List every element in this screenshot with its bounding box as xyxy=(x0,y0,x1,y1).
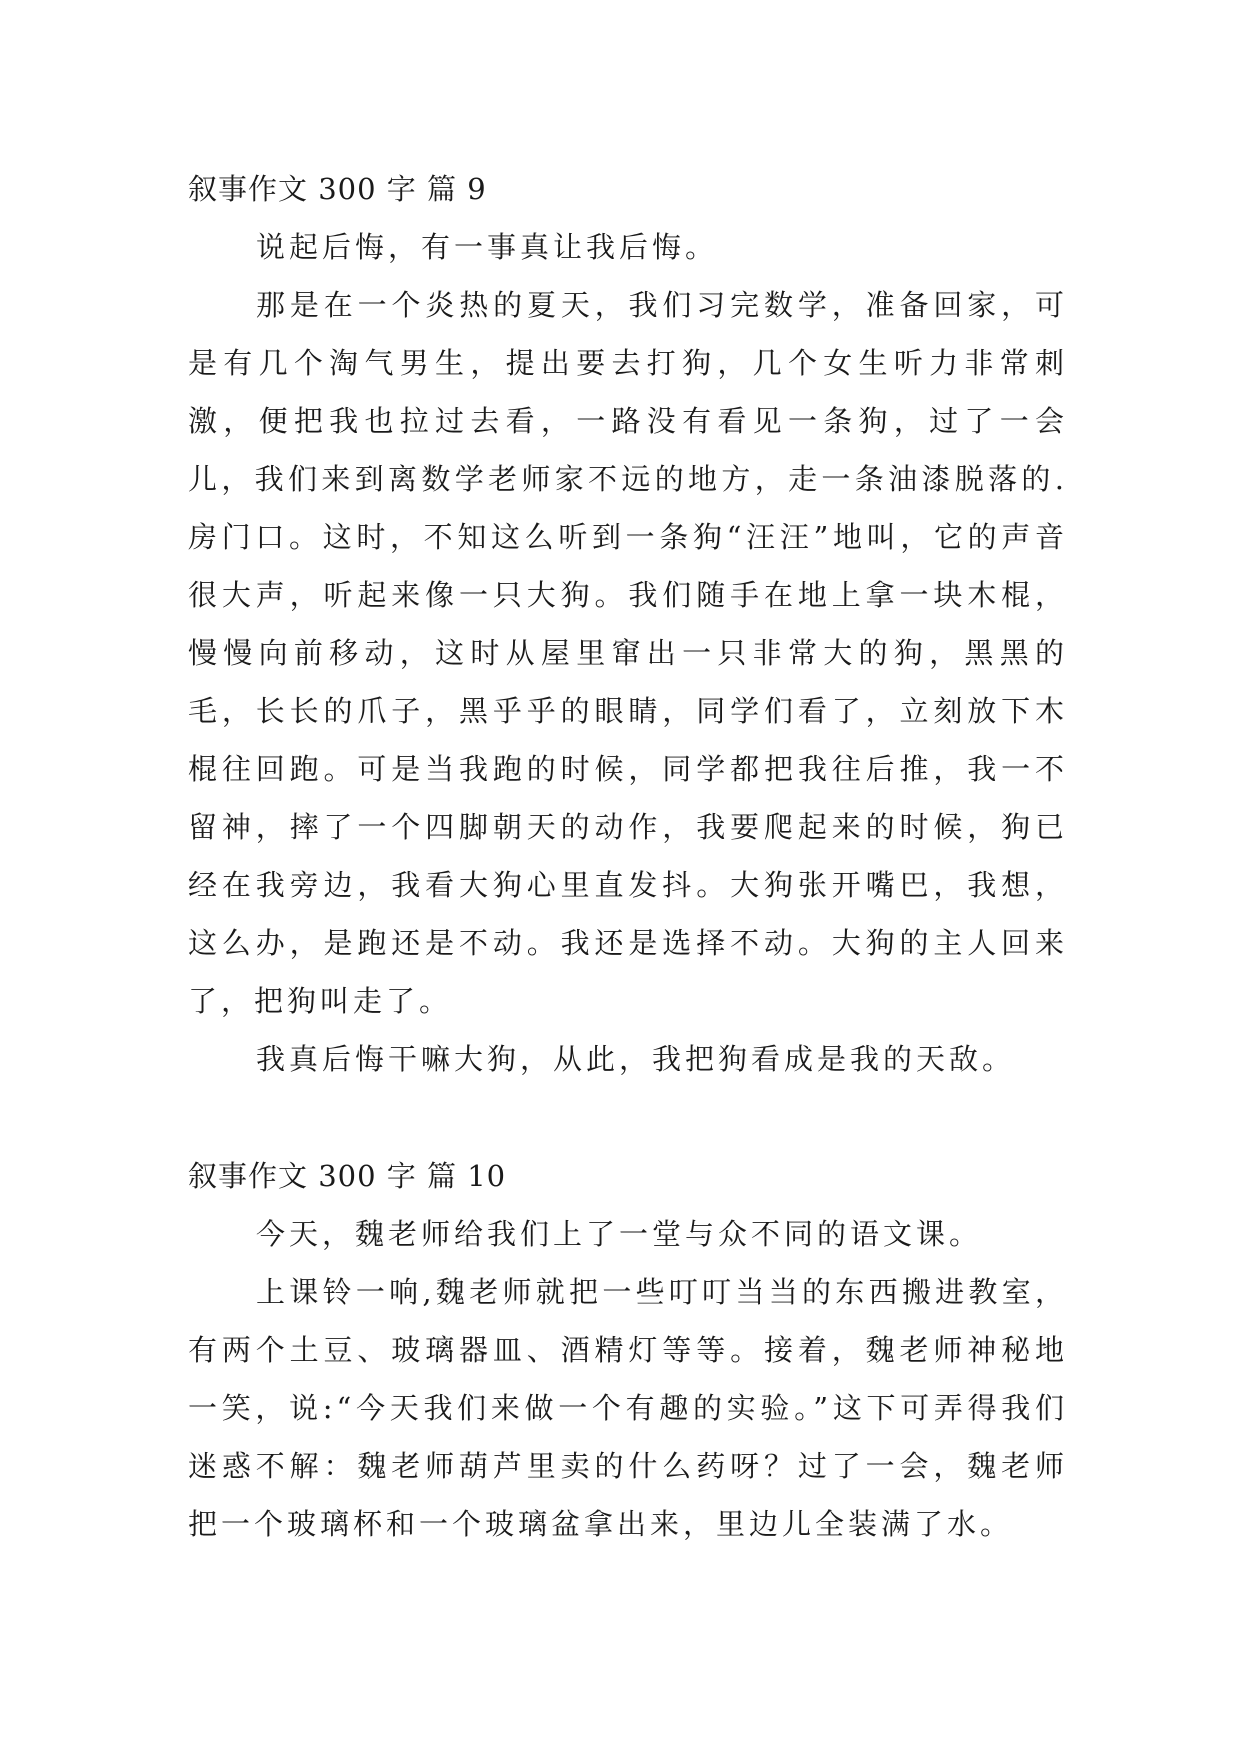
essay-section-9 xyxy=(188,160,1068,1088)
paragraph: 今天，魏老师给我们上了一堂与众不同的语文课。 xyxy=(256,1217,983,1251)
section-heading: 叙事作文 300 字 篇 10 xyxy=(188,1159,507,1193)
paragraph: 我真后悔干嘛大狗，从此，我把狗看成是我的天敌。 xyxy=(256,1042,1016,1076)
paragraph: 说起后悔，有一事真让我后悔。 xyxy=(256,230,719,264)
section-heading: 叙事作文 300 字 篇 9 xyxy=(188,172,487,206)
paragraph: 那是在一个炎热的夏天，我们习完数学，准备回家，可是有几个淘气男生，提出要去打狗，几个女生听力非常刺激，便把我也拉过去看，一路没有看见一条狗，过了一会儿，我们来到离数学老师家不远的地方，走一条油漆脱落的.房门口。这时，不知这么听到一条狗“汪汪”地叫，它的声音很大声，听起来像一只大狗。我们随手在地上拿一块木棍，慢慢向前移动，这时从屋里窜出一只非常大的狗，黑黑的毛，长长的爪子，黑乎乎的眼睛，同学们看了，立刻放下木棍往回跑。可是当我跑的时候，同学都把我往后推，我一不留神，摔了一个四脚朝天的动作，我要爬起来的时候，狗已经在我旁边，我看大狗心里直发抖。大狗张开嘴巴，我想，这么办，是跑还是不动。我还是选择不动。大狗的主人回来了，把狗叫走了。 xyxy=(188,288,1068,1018)
essay-section-10 xyxy=(188,1147,1068,1553)
paragraph: 上课铃一响,魏老师就把一些叮叮当当的东西搬进教室，有两个土豆、玻璃器皿、酒精灯等等。接着，魏老师神秘地一笑，说:“今天我们来做一个有趣的实验。”这下可弄得我们迷惑不解：魏老师葫芦里卖的什么药呀？过了一会，魏老师把一个玻璃杯和一个玻璃盆拿出来，里边儿全装满了水。 xyxy=(188,1275,1068,1541)
